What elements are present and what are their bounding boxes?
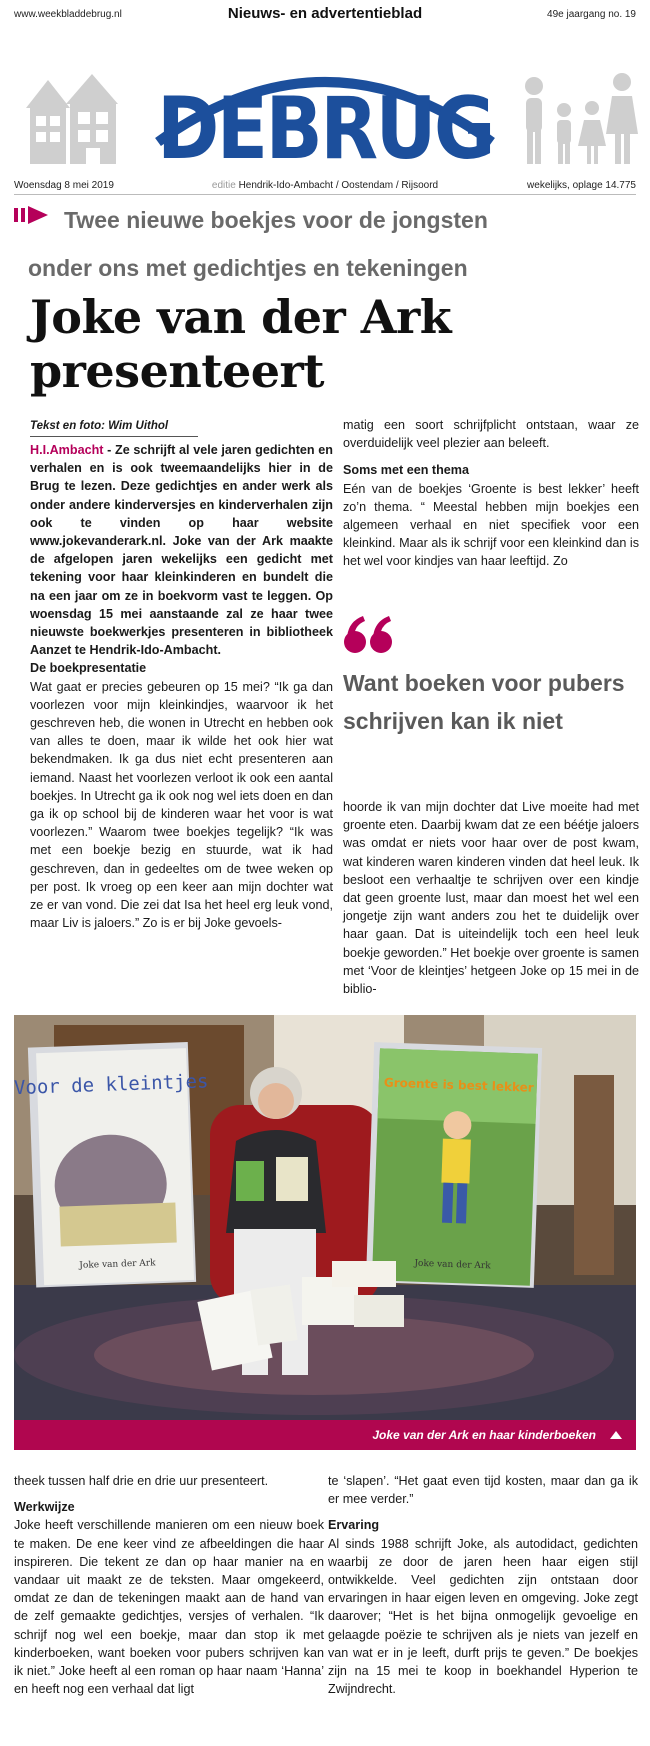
family-icon: [520, 68, 640, 168]
book-right-title: Groente is best lekker: [383, 1075, 534, 1095]
subheading-thema: Soms met een thema: [343, 463, 469, 478]
paragraph-8: Al sinds 1988 schrijft Joke, als autodidact, gedichten waarbij ze door de jaren heen haar eigen stijl ontwikkelde. Veel gedichten zijn ontstaan door ervaringen in haar eigen leven en omgeving. Joke zegt daarover; “Het is het bijna onmogelijk gevoelige en gelaagde poëzie te schrijven als je niets van jezelf en van wat er in je leeft, durft prijs te geven.” De boekjes zijn na 15 mei te koop in boekhandel Hyperion te Zwijndrecht.: [328, 1536, 638, 1697]
paragraph-1: Wat gaat er precies gebeuren op 15 mei? “Ik ga dan voorlezen voor mijn kleinkindjes, waarvoor ik het geschreven heb, die wonen in Utrecht en hebben ook van alles te doen, maar ik wilde het ook hier wat bekendmaken. Ik ga dus niet echt presenteren aan iemand. Naast het voorlezen verloot ik ook een aantal boekjes. In Utrecht ga ik ook nog wel iets doen en dan ga ik op school bij de kinderen waar het voor is wat voorlezen.” Waarom twee boekjes tegelijk? “Ik was met een boekje bezig en stuurde, wat ik had geschreven, dan in gedeeltes om de twee weken op per post. Ik vroeg op een keer aan mijn dochter wat ze er van vond. Die zei dat Isa het heel erg leuk vond, maar Liv is jaloers.” Zo is er bij Joke gevoels-: [30, 679, 333, 931]
photo-scene: [14, 1015, 636, 1420]
edition-label: editie: [211, 180, 236, 191]
tagline: Nieuws- en advertentieblad: [227, 5, 423, 22]
book-left-title: Voor de kleintjes: [13, 1070, 209, 1100]
paragraph-5: theek tussen half drie en drie uur presenteert.: [14, 1474, 269, 1488]
column-right-continued: [343, 798, 639, 998]
article-photo[interactable]: [14, 1015, 636, 1420]
debrug-logo[interactable]: [150, 32, 500, 179]
kicker-line-2: onder ons met gedichtjes en tekeningen: [28, 255, 468, 281]
article-kicker: [28, 196, 636, 292]
paragraph-2: matig een soort schrijfplicht ontstaan, waar ze overduidelijk veel plezier aan beleeft.: [343, 418, 639, 451]
quote-mark-icon: [343, 616, 399, 654]
byline-underline: [30, 436, 198, 437]
paragraph-7: te ‘slapen’. “Het gaat even tijd kosten, maar dan ga ik er mee verder.”: [328, 1474, 638, 1507]
photo-caption-bar: [14, 1420, 636, 1450]
pull-quote: Want boeken voor pubers schrijven kan ik niet: [343, 670, 625, 734]
lead-paragraph: [30, 441, 333, 659]
photo-caption: Joke van der Ark en haar kinderboeken: [372, 1428, 596, 1442]
book-left-author: Joke van der Ark: [79, 1258, 156, 1271]
paragraph-6: Joke heeft verschillende manieren om een nieuw boek te maken. De ene keer vind ze afbeeldingen die haar inspireren. Die tekent ze dan op haar manier na en vandaar uit maakt ze de teksten. Maar omgekeerd, omdat ze dan de tekeningen maakt aan de hand van de zelf gemaakte gedichtjes, versjes of verhalen. “Ik schrijf nog wel een boekje, maar dan stop ik met kinderboeken, want boeken voor pubers schrijven kan ik niet.” Joke heeft al een roman op haar naam ‘Hanna’ en heeft nog een verhaal dat ligt: [14, 1518, 324, 1697]
logo-text: DEBRUG: [157, 79, 493, 179]
title-line-2: presenteert: [30, 344, 325, 398]
article-title: [30, 290, 630, 398]
column-bottom-left: [14, 1472, 324, 1698]
circulation: wekelijks, oplage 14.775: [527, 180, 636, 191]
edition-areas: Hendrik-Ido-Ambacht / Oostendam / Rijsoord: [238, 180, 439, 191]
caption-up-arrow-icon[interactable]: [610, 1429, 622, 1441]
masthead-divider: [14, 194, 636, 195]
publication-date: Woensdag 8 mei 2019: [14, 180, 114, 191]
title-line-1: Joke van der Ark: [30, 290, 452, 344]
subheading-werkwijze: Werkwijze: [14, 1500, 75, 1515]
lead-place: H.I.Ambacht: [30, 443, 104, 457]
book-right-author: Joke van der Ark: [414, 1258, 491, 1272]
column-right: [343, 416, 639, 571]
subheading-ervaring: Ervaring: [328, 1518, 380, 1533]
subheading-boekpresentatie: De boekpresentatie: [30, 661, 147, 676]
paragraph-4: hoorde ik van mijn dochter dat Live moeite had met groente eten. Daarbij kwam dat ze een béétje jaloers was omdat er niets voor haar over de post kwam, wat kinderen waren kinderen vinden dat heel leuk. Ik besloot een verhaaltje te schrijven over een kindje dat geen groente lust, maar dan moest het wel een jongetje zijn want anders zou het te duidelijk over haar gaan. Dat is uiteindelijk toch een heel leuk boekje geworden.” Het boekje over groente is samen met ‘Voor de kleintjes’ hetgeen Joke op 15 mei in de biblio-: [343, 800, 639, 997]
kicker-line-1: Twee nieuwe boekjes voor de jongsten: [64, 207, 488, 233]
houses-icon: [26, 68, 120, 168]
byline: Tekst en foto: Wim Uithol: [30, 420, 169, 432]
masthead: [0, 0, 650, 190]
site-url[interactable]: www.weekbladdebrug.nl: [14, 9, 122, 20]
issue-number: 49e jaargang no. 19: [547, 9, 636, 20]
paragraph-3: Eén van de boekjes ‘Groente is best lekker’ heeft zo’n thema. “ Meestal hebben mijn boekjes een algemeen verhaal en niet specifiek voor een kleinkind. Maar als ik schrijf voor een kleinkind dan is het wel voor kindjes van haar leeftijd. Zo: [343, 481, 639, 569]
lead-text: - Ze schrijft al vele jaren gedichten en verhalen en is ook tweemaandelijks hier in de Brug te lezen. Deze gedichtjes en ander werk als onder andere kinderversjes en kinderverhalen zijn ook te vinden op haar website www.jokevanderark.nl. Joke van der Ark maakte de afgelopen jaren wekelijks een gedicht met tekening voor haar kleinkinderen en bundelt die na een jaar om ze in boekvorm vast te leggen. Op woensdag 15 mei aanstaande zal ze haar twee nieuwste boekwerkjes presenteren in bibliotheek Aanzet te Hendrik-Ido-Ambacht.: [30, 443, 333, 658]
column-bottom-right: [328, 1472, 638, 1698]
column-left: [30, 441, 333, 932]
